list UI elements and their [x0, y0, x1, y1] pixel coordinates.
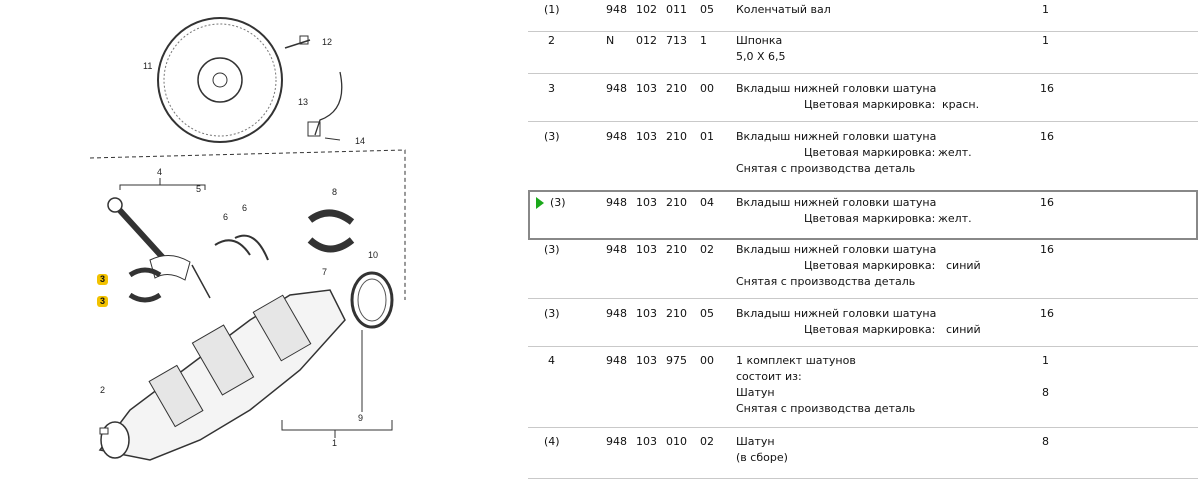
- description: Шпонка: [736, 34, 783, 47]
- color-label: Цветовая маркировка:: [804, 259, 936, 272]
- callout-1[interactable]: 1: [332, 438, 338, 448]
- row-separator: [528, 478, 1198, 479]
- table-row[interactable]: [528, 81, 1198, 121]
- table-row[interactable]: [528, 434, 1198, 470]
- part-number-2: 103: [636, 354, 657, 367]
- quantity: 1: [1042, 3, 1049, 16]
- part-number-3: 210: [666, 82, 687, 95]
- row-separator: [528, 73, 1198, 74]
- description-line-2: (в сборе): [736, 451, 788, 464]
- part-number-1: 948: [606, 435, 627, 448]
- part-number-1: 948: [606, 354, 627, 367]
- diagram-drawing: [0, 0, 520, 482]
- callout-5[interactable]: 5: [196, 184, 202, 194]
- callout-2[interactable]: 2: [100, 385, 106, 395]
- part-number-2: 102: [636, 3, 657, 16]
- quantity: 16: [1040, 130, 1054, 143]
- part-number-2: 103: [636, 435, 657, 448]
- quantity: 16: [1040, 196, 1054, 209]
- position-cell: (4): [544, 435, 560, 448]
- callout-13[interactable]: 13: [298, 97, 309, 107]
- part-number-1: 948: [606, 196, 627, 209]
- callout-4[interactable]: 4: [157, 167, 163, 177]
- part-number-3: 010: [666, 435, 687, 448]
- description: Вкладыш нижней головки шатуна: [736, 130, 937, 143]
- position-cell: (3): [544, 307, 560, 320]
- callout-8[interactable]: 8: [332, 187, 338, 197]
- table-row[interactable]: [528, 33, 1198, 69]
- quantity: 16: [1040, 82, 1054, 95]
- position-cell: 2: [548, 34, 555, 47]
- color-value: желт.: [938, 146, 972, 159]
- part-number-1: 948: [606, 82, 627, 95]
- part-number-3: 210: [666, 196, 687, 209]
- color-value: синий: [946, 323, 981, 336]
- row-separator: [528, 427, 1198, 428]
- table-row[interactable]: [528, 353, 1198, 423]
- callout-6b[interactable]: 6: [242, 203, 248, 213]
- part-number-4: 05: [700, 307, 714, 320]
- discontinued-note: Снятая с производства деталь: [736, 275, 916, 288]
- color-label: Цветовая маркировка:: [804, 212, 936, 225]
- row-separator: [528, 31, 1198, 32]
- part-number-4: 1: [700, 34, 707, 47]
- description: 1 комплект шатунов: [736, 354, 856, 367]
- table-row-selected[interactable]: [528, 190, 1198, 240]
- selection-arrow-icon: [536, 197, 544, 209]
- part-number-4: 02: [700, 243, 714, 256]
- quantity: 16: [1040, 243, 1054, 256]
- position-cell: (3): [544, 130, 560, 143]
- callout-3-highlighted[interactable]: 3: [97, 274, 108, 285]
- position-cell: (3): [550, 196, 566, 209]
- part-number-4: 05: [700, 3, 714, 16]
- part-number-1: N: [606, 34, 615, 47]
- position-cell: 3: [548, 82, 555, 95]
- quantity-sub: 8: [1042, 386, 1049, 399]
- part-number-4: 04: [700, 196, 714, 209]
- table-row[interactable]: [528, 242, 1198, 298]
- description: Шатун: [736, 435, 775, 448]
- description: Коленчатый вал: [736, 3, 831, 16]
- position-cell: (1): [544, 3, 560, 16]
- table-row[interactable]: [528, 129, 1198, 185]
- description: Вкладыш нижней головки шатуна: [736, 307, 937, 320]
- quantity: 1: [1042, 354, 1049, 367]
- part-number-3: 975: [666, 354, 687, 367]
- quantity: 1: [1042, 34, 1049, 47]
- callout-7[interactable]: 7: [322, 267, 328, 277]
- part-number-4: 01: [700, 130, 714, 143]
- part-number-3: 210: [666, 130, 687, 143]
- position-cell: 4: [548, 354, 555, 367]
- table-row[interactable]: [528, 2, 1198, 32]
- quantity: 8: [1042, 435, 1049, 448]
- part-number-1: 948: [606, 130, 627, 143]
- part-number-2: 012: [636, 34, 657, 47]
- parts-table: [528, 0, 1200, 482]
- row-separator: [528, 121, 1198, 122]
- table-row[interactable]: [528, 306, 1198, 346]
- callout-14[interactable]: 14: [355, 136, 366, 146]
- part-number-4: 00: [700, 82, 714, 95]
- row-separator: [528, 298, 1198, 299]
- part-number-4: 02: [700, 435, 714, 448]
- color-label: Цветовая маркировка:: [804, 323, 936, 336]
- row-separator: [528, 346, 1198, 347]
- color-value: красн.: [942, 98, 980, 111]
- callout-11[interactable]: 11: [143, 61, 153, 71]
- description-line-2: состоит из:: [736, 370, 802, 383]
- description-line-3: Шатун: [736, 386, 775, 399]
- color-label: Цветовая маркировка:: [804, 98, 936, 111]
- part-number-2: 103: [636, 243, 657, 256]
- description: Вкладыш нижней головки шатуна: [736, 196, 937, 209]
- exploded-parts-diagram[interactable]: [0, 0, 520, 482]
- part-number-2: 103: [636, 307, 657, 320]
- discontinued-note: Снятая с производства деталь: [736, 402, 916, 415]
- color-value: синий: [946, 259, 981, 272]
- quantity: 16: [1040, 307, 1054, 320]
- part-number-1: 948: [606, 243, 627, 256]
- callout-12[interactable]: 12: [322, 37, 333, 47]
- part-number-1: 948: [606, 3, 627, 16]
- description-size: 5,0 X 6,5: [736, 50, 786, 63]
- part-number-3: 011: [666, 3, 687, 16]
- callout-9[interactable]: 9: [358, 413, 364, 423]
- callout-3-highlighted[interactable]: 3: [97, 296, 108, 307]
- part-number-1: 948: [606, 307, 627, 320]
- callout-6a[interactable]: 6: [223, 212, 229, 222]
- discontinued-note: Снятая с производства деталь: [736, 162, 916, 175]
- part-number-2: 103: [636, 130, 657, 143]
- description: Вкладыш нижней головки шатуна: [736, 82, 937, 95]
- part-number-3: 713: [666, 34, 687, 47]
- callout-10[interactable]: 10: [368, 250, 379, 260]
- description: Вкладыш нижней головки шатуна: [736, 243, 937, 256]
- color-value: желт.: [938, 212, 972, 225]
- part-number-4: 00: [700, 354, 714, 367]
- part-number-3: 210: [666, 243, 687, 256]
- part-number-2: 103: [636, 82, 657, 95]
- color-label: Цветовая маркировка:: [804, 146, 936, 159]
- part-number-2: 103: [636, 196, 657, 209]
- part-number-3: 210: [666, 307, 687, 320]
- position-cell: (3): [544, 243, 560, 256]
